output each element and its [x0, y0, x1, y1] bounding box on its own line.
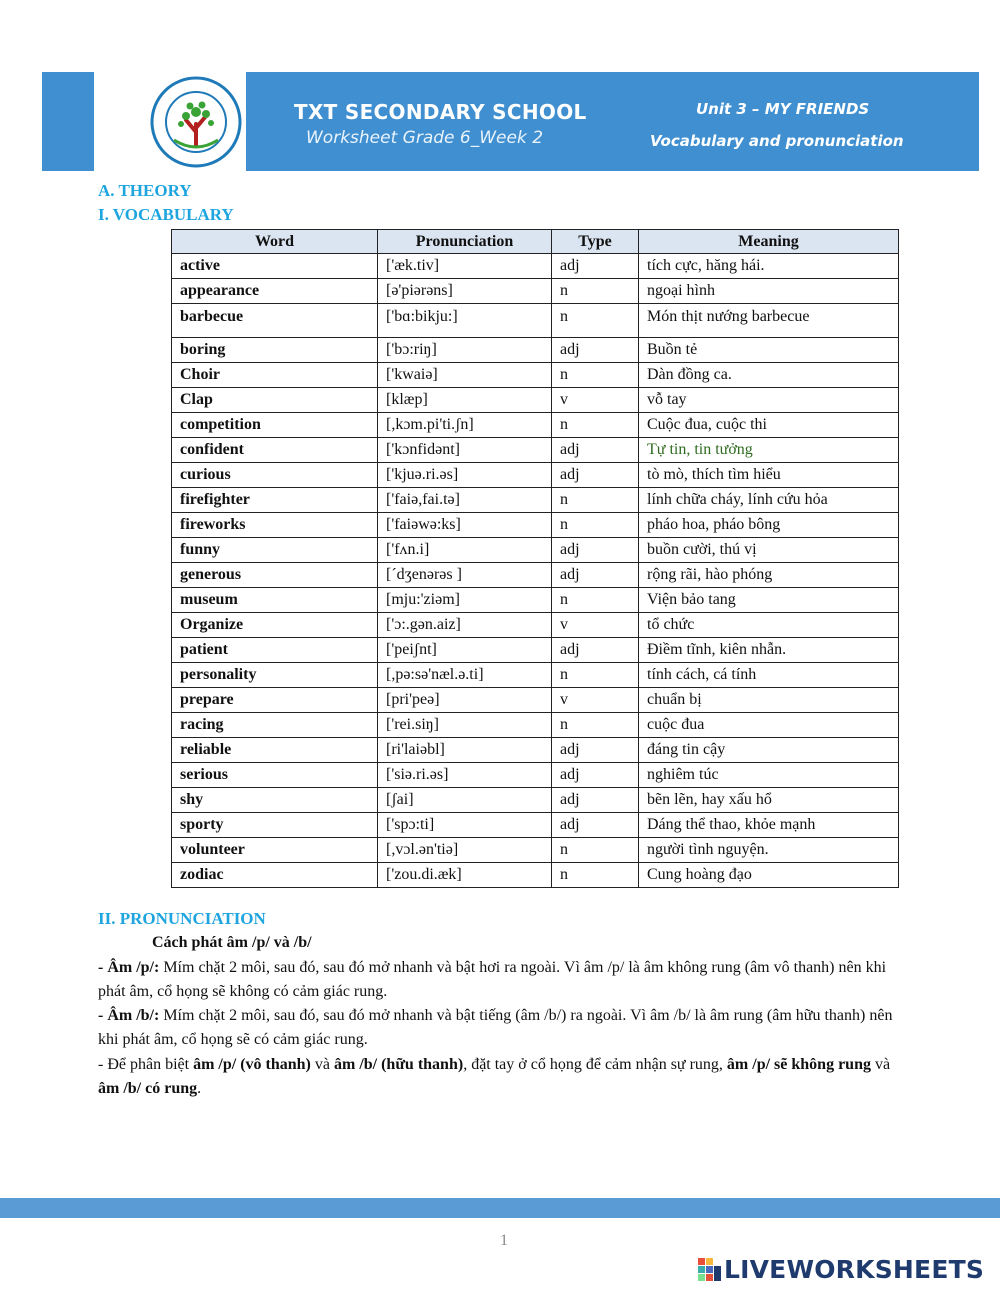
- table-header-row: [172, 230, 899, 254]
- distinguish-text: .: [197, 1080, 202, 1097]
- column-header-word: Word: [172, 230, 378, 254]
- type-cell: v: [552, 688, 639, 713]
- type-cell: n: [552, 713, 639, 738]
- type-cell: adj: [552, 738, 639, 763]
- meaning-cell: Điềm tĩnh, kiên nhẫn.: [639, 638, 899, 663]
- distinguish-paragraph: [98, 1053, 898, 1101]
- word-cell: reliable: [172, 738, 378, 763]
- pronunciation-cell: [mju:'ziəm]: [378, 588, 552, 613]
- pronunciation-cell: [,pə:sə'næl.ə.ti]: [378, 663, 552, 688]
- word-cell: active: [172, 254, 378, 279]
- distinguish-text: và: [310, 1056, 334, 1073]
- pronunciation-cell: ['ɔ:.gən.aiz]: [378, 613, 552, 638]
- meaning-cell: cuộc đua: [639, 713, 899, 738]
- pronunciation-cell: ['zou.di.æk]: [378, 863, 552, 888]
- type-cell: n: [552, 363, 639, 388]
- section-pronunciation: II. PRONUNCIATION: [98, 909, 266, 928]
- meaning-cell: Buồn tẻ: [639, 338, 899, 363]
- table-row: [172, 813, 899, 838]
- meaning-cell: bẽn lẽn, hay xấu hổ: [639, 788, 899, 813]
- pronunciation-cell: [ə'piərəns]: [378, 279, 552, 304]
- pronunciation-cell: ['spɔ:ti]: [378, 813, 552, 838]
- table-row: [172, 713, 899, 738]
- table-row: [172, 663, 899, 688]
- pronunciation-title: Cách phát âm /p/ và /b/: [152, 934, 312, 951]
- pronunciation-cell: ['æk.tiv]: [378, 254, 552, 279]
- type-cell: adj: [552, 563, 639, 588]
- pronunciation-cell: ['bɔ:riŋ]: [378, 338, 552, 363]
- table-row: [172, 863, 899, 888]
- word-cell: fireworks: [172, 513, 378, 538]
- header-banner: [42, 72, 979, 171]
- vocabulary-table: [171, 229, 899, 888]
- type-cell: n: [552, 663, 639, 688]
- meaning-cell: tò mò, thích tìm hiểu: [639, 463, 899, 488]
- table-row: [172, 588, 899, 613]
- word-cell: racing: [172, 713, 378, 738]
- meaning-cell: ngoại hình: [639, 279, 899, 304]
- word-cell: Organize: [172, 613, 378, 638]
- meaning-cell: lính chữa cháy, lính cứu hỏa: [639, 488, 899, 513]
- table-row: [172, 279, 899, 304]
- meaning-cell: pháo hoa, pháo bông: [639, 513, 899, 538]
- pronunciation-cell: ['kwaiə]: [378, 363, 552, 388]
- topic-title: Vocabulary and pronunciation: [650, 132, 904, 150]
- word-cell: curious: [172, 463, 378, 488]
- table-row: [172, 763, 899, 788]
- meaning-cell: Dàn đồng ca.: [639, 363, 899, 388]
- type-cell: n: [552, 838, 639, 863]
- pronunciation-cell: ['peiʃnt]: [378, 638, 552, 663]
- pronunciation-cell: ['siə.ri.əs]: [378, 763, 552, 788]
- unit-title: Unit 3 – MY FRIENDS: [696, 100, 870, 118]
- type-cell: adj: [552, 463, 639, 488]
- type-cell: n: [552, 488, 639, 513]
- distinguish-text: - Để phân biệt: [98, 1056, 194, 1073]
- word-cell: patient: [172, 638, 378, 663]
- column-header-type: Type: [552, 230, 639, 254]
- type-cell: n: [552, 863, 639, 888]
- table-row: [172, 413, 899, 438]
- table-row: [172, 388, 899, 413]
- word-cell: volunteer: [172, 838, 378, 863]
- table-row: [172, 538, 899, 563]
- distinguish-text: , đặt tay ở cổ họng để cảm nhận sự rung,: [463, 1056, 727, 1073]
- table-row: [172, 513, 899, 538]
- type-cell: adj: [552, 538, 639, 563]
- distinguish-p-term: âm /p/ (vô thanh): [193, 1056, 311, 1073]
- pronunciation-cell: [pri'peə]: [378, 688, 552, 713]
- word-cell: barbecue: [172, 304, 378, 338]
- pronunciation-cell: [,vɔl.ən'tiə]: [378, 838, 552, 863]
- type-cell: v: [552, 613, 639, 638]
- word-cell: Choir: [172, 363, 378, 388]
- table-row: [172, 438, 899, 463]
- pronunciation-cell: ['fʌn.i]: [378, 538, 552, 563]
- pronunciation-cell: ['faiəwə:ks]: [378, 513, 552, 538]
- meaning-cell: Cuộc đua, cuộc thi: [639, 413, 899, 438]
- type-cell: n: [552, 513, 639, 538]
- p-sound-paragraph: [98, 956, 898, 1004]
- table-row: [172, 688, 899, 713]
- column-header-pronunciation: Pronunciation: [378, 230, 552, 254]
- section-theory: A. THEORY: [98, 181, 192, 200]
- pronunciation-cell: ['faiə,fai.tə]: [378, 488, 552, 513]
- type-cell: adj: [552, 254, 639, 279]
- section-vocabulary: I. VOCABULARY: [98, 205, 234, 224]
- word-cell: funny: [172, 538, 378, 563]
- pronunciation-cell: [klæp]: [378, 388, 552, 413]
- type-cell: adj: [552, 438, 639, 463]
- pronunciation-cell: [ˊdʒenərəs ]: [378, 563, 552, 588]
- word-cell: Clap: [172, 388, 378, 413]
- type-cell: n: [552, 279, 639, 304]
- pronunciation-cell: ['kjuə.ri.əs]: [378, 463, 552, 488]
- table-row: [172, 788, 899, 813]
- meaning-cell: tính cách, cá tính: [639, 663, 899, 688]
- word-cell: competition: [172, 413, 378, 438]
- word-cell: confident: [172, 438, 378, 463]
- pronunciation-cell: ['rei.siŋ]: [378, 713, 552, 738]
- table-row: [172, 304, 899, 338]
- column-header-meaning: Meaning: [639, 230, 899, 254]
- word-cell: museum: [172, 588, 378, 613]
- liveworksheets-icon: [698, 1258, 722, 1282]
- meaning-cell: đáng tin cậy: [639, 738, 899, 763]
- table-row: [172, 363, 899, 388]
- meaning-cell: Dáng thể thao, khỏe mạnh: [639, 813, 899, 838]
- table-row: [172, 638, 899, 663]
- b-sound-paragraph: [98, 1004, 898, 1052]
- page-number: 1: [500, 1232, 508, 1249]
- word-cell: boring: [172, 338, 378, 363]
- type-cell: n: [552, 304, 639, 338]
- meaning-cell: rộng rãi, hào phóng: [639, 563, 899, 588]
- word-cell: zodiac: [172, 863, 378, 888]
- meaning-cell: Món thịt nướng barbecue: [639, 304, 899, 338]
- p-sound-label: - Âm /p/:: [98, 959, 160, 976]
- type-cell: adj: [552, 638, 639, 663]
- table-row: [172, 338, 899, 363]
- type-cell: adj: [552, 813, 639, 838]
- type-cell: n: [552, 588, 639, 613]
- liveworksheets-brand: LIVEWORKSHEETS: [724, 1255, 985, 1284]
- meaning-cell: Viện bảo tang: [639, 588, 899, 613]
- table-row: [172, 488, 899, 513]
- word-cell: firefighter: [172, 488, 378, 513]
- distinguish-p-result: âm /p/ sẽ không rung: [726, 1056, 871, 1073]
- table-row: [172, 838, 899, 863]
- table-row: [172, 613, 899, 638]
- pronunciation-cell: [ri'laiəbl]: [378, 738, 552, 763]
- distinguish-b-term: âm /b/ (hữu thanh): [333, 1056, 464, 1073]
- school-name: TXT SECONDARY SCHOOL: [294, 100, 587, 124]
- distinguish-b-result: âm /b/ có rung: [98, 1080, 198, 1097]
- word-cell: personality: [172, 663, 378, 688]
- table-row: [172, 254, 899, 279]
- school-logo-icon: [150, 76, 242, 168]
- word-cell: generous: [172, 563, 378, 588]
- meaning-cell: người tình nguyện.: [639, 838, 899, 863]
- logo-box: [94, 72, 246, 171]
- meaning-cell: chuẩn bị: [639, 688, 899, 713]
- word-cell: sporty: [172, 813, 378, 838]
- pronunciation-cell: ['bɑ:bikju:]: [378, 304, 552, 338]
- word-cell: prepare: [172, 688, 378, 713]
- pronunciation-cell: ['kɔnfidənt]: [378, 438, 552, 463]
- p-sound-text: Mím chặt 2 môi, sau đó, sau đó mở nhanh và bật hơi ra ngoài. Vì âm /p/ là âm không rung (âm vô thanh) nên khi phát âm, cổ họng sẽ không có cảm giác rung.: [98, 959, 887, 1000]
- table-row: [172, 463, 899, 488]
- distinguish-text: và: [870, 1056, 891, 1073]
- word-cell: appearance: [172, 279, 378, 304]
- meaning-cell: tích cực, hăng hái.: [639, 254, 899, 279]
- word-cell: shy: [172, 788, 378, 813]
- type-cell: adj: [552, 788, 639, 813]
- type-cell: adj: [552, 338, 639, 363]
- b-sound-label: - Âm /b/:: [98, 1007, 160, 1024]
- type-cell: v: [552, 388, 639, 413]
- meaning-cell: Tự tin, tin tưởng: [639, 438, 899, 463]
- meaning-cell: Cung hoàng đạo: [639, 863, 899, 888]
- type-cell: adj: [552, 763, 639, 788]
- word-cell: serious: [172, 763, 378, 788]
- b-sound-text: Mím chặt 2 môi, sau đó, sau đó mở nhanh và bật tiếng (âm /b/) ra ngoài. Vì âm /b/ là âm rung (âm hữu thanh) nên khi phát âm, cổ họng sẽ có cảm giác rung.: [98, 1007, 893, 1048]
- meaning-cell: vỗ tay: [639, 388, 899, 413]
- meaning-cell: buồn cười, thú vị: [639, 538, 899, 563]
- type-cell: n: [552, 413, 639, 438]
- table-row: [172, 563, 899, 588]
- meaning-cell: nghiêm túc: [639, 763, 899, 788]
- footer-bar: [0, 1198, 1000, 1218]
- pronunciation-cell: [,kɔm.pi'ti.ʃn]: [378, 413, 552, 438]
- worksheet-subtitle: Worksheet Grade 6_Week 2: [306, 128, 544, 148]
- table-row: [172, 738, 899, 763]
- meaning-cell: tổ chức: [639, 613, 899, 638]
- pronunciation-cell: [ʃai]: [378, 788, 552, 813]
